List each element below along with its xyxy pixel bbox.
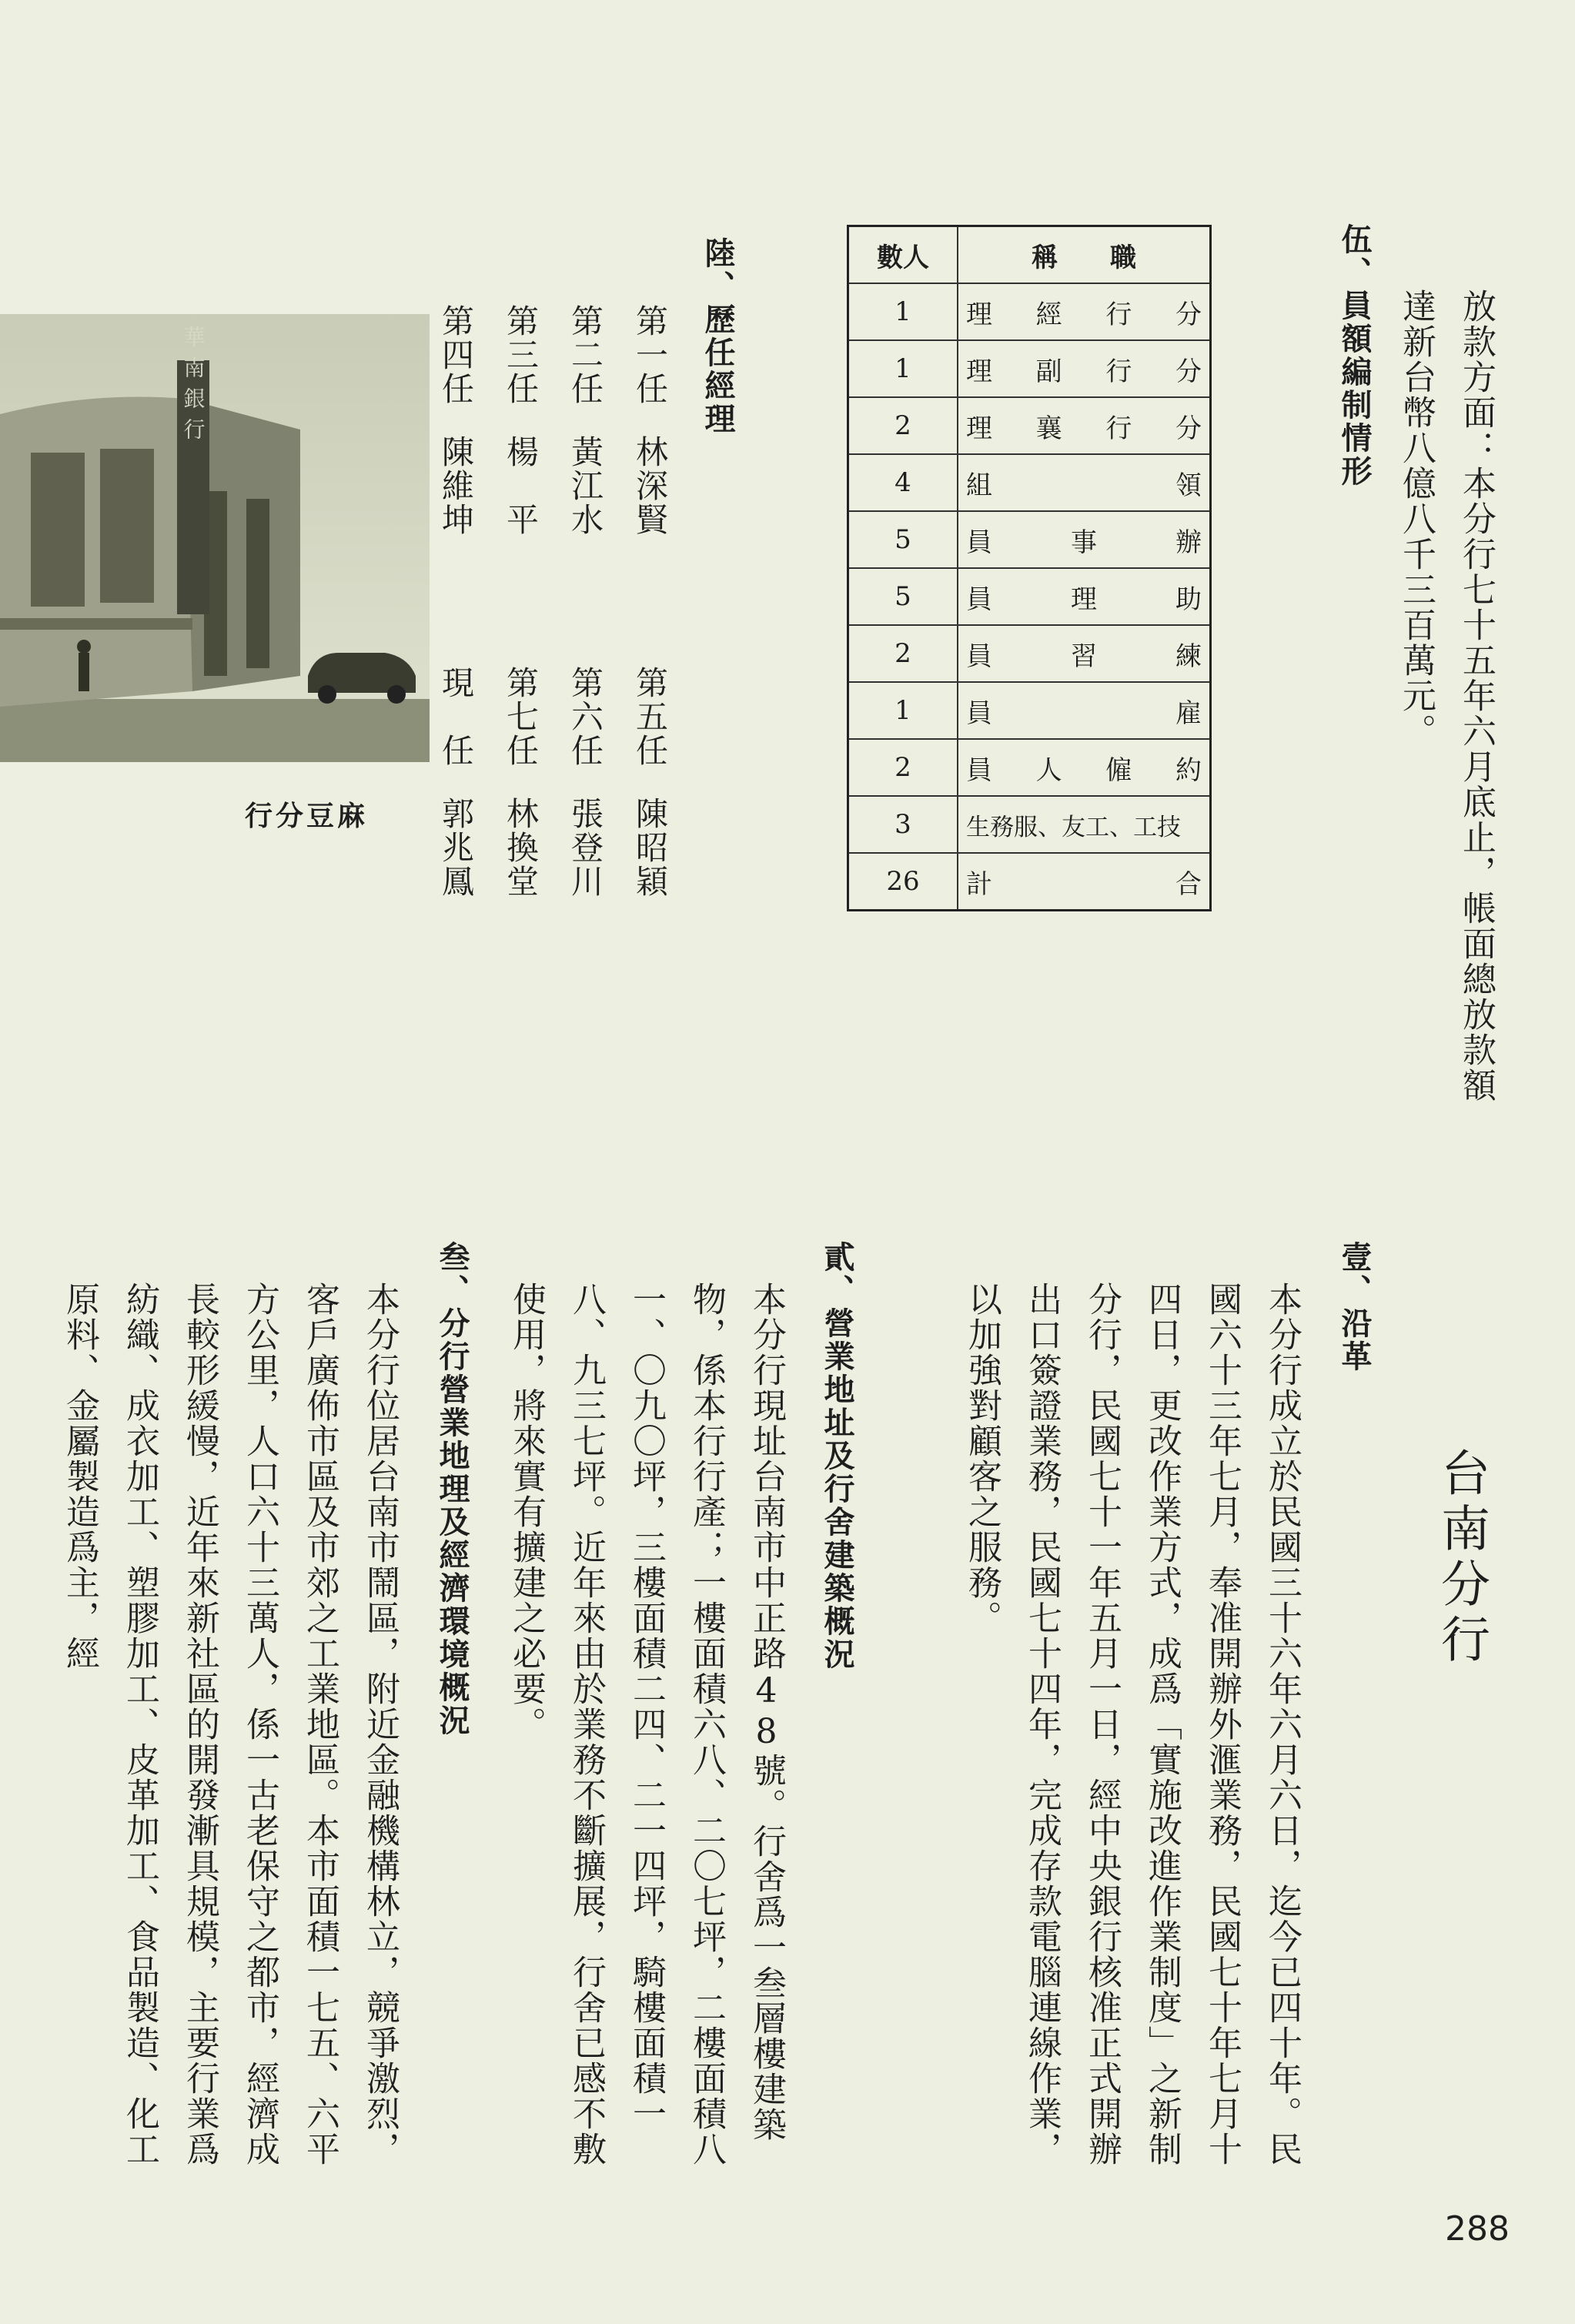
staff-count: 26 [848, 853, 958, 911]
staff-count: 1 [848, 283, 958, 340]
table-row [848, 853, 1211, 911]
staff-title-char: 約 [1175, 754, 1202, 786]
manager-name: 郭兆鳳 [437, 797, 475, 898]
staff-title [958, 853, 1211, 911]
staff-count: 2 [848, 739, 958, 796]
history-paragraph: 本分行成立於民國三十六年六月六日，迄今已四十年。民國六十三年七月，奉准開辦外滙業務，民國七十年七月十四日，更改作業方式，成爲「實施改進作業制度」之新制分行，民國七十一年五月一日，經中央銀行核准正式開辦出口簽證業務，民國七十四年，完成存款電腦連線作業，以加強對顧客之服務。 [962, 1282, 1302, 2167]
staff-title-char: 理 [966, 299, 992, 330]
staff-title-char: 組 [966, 470, 992, 501]
staff-title-char: 習 [1071, 640, 1097, 672]
header-title: 稱 職 [958, 226, 1211, 284]
manager-name: 陳昭穎 [631, 797, 669, 898]
manager-name: 楊 平 [502, 435, 540, 537]
staff-count: 2 [848, 625, 958, 682]
manager-column [562, 304, 608, 920]
history-heading: 壹、沿革 [1336, 1241, 1372, 1373]
staff-title-char: 經 [1035, 299, 1062, 330]
staff-title-char: 分 [1175, 299, 1202, 330]
manager-term: 第三任 [502, 304, 540, 406]
manager-name: 林換堂 [502, 797, 540, 898]
staff-title-char: 理 [966, 356, 992, 387]
staff-table [847, 225, 1212, 911]
table-header-row [848, 226, 1211, 284]
manager-term: 第一任 [631, 304, 669, 406]
manager-name: 陳維坤 [437, 435, 475, 537]
staff-title-char: 員 [966, 527, 992, 558]
staff-title-char: 合 [1175, 868, 1202, 900]
staff-title [958, 625, 1211, 682]
header-count: 數人 [848, 226, 958, 284]
photo-caption: 行分豆麻 [245, 801, 369, 832]
staff-title-char: 分 [1175, 413, 1202, 444]
table-row [848, 796, 1211, 853]
manager-term: 第四任 [437, 304, 475, 406]
table-row [848, 625, 1211, 682]
staff-title [958, 568, 1211, 625]
loan-paragraph: 放款方面：本分行七十五年六月底止，帳面總放款額達新台幣八億八千三百萬元。 [1396, 289, 1496, 1103]
staff-title-char: 員 [966, 640, 992, 672]
manager-name: 林深賢 [631, 435, 669, 537]
staff-title [958, 739, 1211, 796]
table-row [848, 397, 1211, 454]
staff-count: 2 [848, 397, 958, 454]
staff-title-char: 理 [1071, 584, 1097, 615]
staff-count: 4 [848, 454, 958, 511]
manager-term: 第二任 [567, 304, 604, 406]
staff-title-char: 副 [1035, 356, 1062, 387]
staff-title-char: 理 [966, 413, 992, 444]
economy-heading: 叁、分行營業地理及經濟環境概況 [434, 1241, 470, 1737]
staff-title-char: 行 [1105, 413, 1132, 444]
staff-title-char: 辦 [1175, 527, 1202, 558]
staff-title [958, 454, 1211, 511]
table-row [848, 568, 1211, 625]
staff-title-char: 生務服、友工、工技 [966, 813, 1181, 841]
table-row [848, 682, 1211, 739]
staff-title [958, 283, 1211, 340]
staff-title-char: 計 [966, 868, 992, 900]
manager-column [433, 304, 479, 920]
address-heading: 貳、營業地址及行舍建築概況 [819, 1241, 854, 1671]
staff-table-body [848, 283, 1211, 911]
table-row [848, 511, 1211, 568]
staff-title [958, 397, 1211, 454]
staff-title-char: 員 [966, 754, 992, 786]
staff-title-char: 雇 [1175, 697, 1202, 729]
branch-photo [0, 314, 430, 762]
section-title: 台南分行 [1433, 1447, 1490, 1669]
staff-title-char: 僱 [1105, 754, 1132, 786]
staff-title-char: 助 [1175, 584, 1202, 615]
staff-count: 1 [848, 682, 958, 739]
staff-title-char: 員 [966, 584, 992, 615]
manager-column [497, 304, 543, 920]
staff-title-char: 練 [1175, 640, 1202, 672]
staff-title-char: 分 [1175, 356, 1202, 387]
staff-title-char: 員 [966, 697, 992, 729]
table-row [848, 454, 1211, 511]
staff-title-char: 事 [1071, 527, 1097, 558]
staff-count: 5 [848, 511, 958, 568]
table-row [848, 340, 1211, 397]
staff-title-char: 行 [1105, 356, 1132, 387]
staff-count: 1 [848, 340, 958, 397]
staff-heading: 伍、員額編制情形 [1336, 223, 1372, 488]
manager-term: 第五任 [631, 666, 669, 767]
staff-title-char: 行 [1105, 299, 1132, 330]
economy-paragraph: 本分行位居台南市鬧區，附近金融機構林立，競爭激烈，客戶廣佈市區及市郊之工業地區。本市面積一七五、六平方公里，人口六十三萬人，係一古老保守之都市，經濟成長較形緩慢，近年來新社區的開發漸具規模，主要行業爲紡織、成衣加工、塑膠加工、皮革加工、食品製造、化工原料、金屬製造爲主，經 [60, 1282, 400, 2167]
staff-title-char: 領 [1175, 470, 1202, 501]
staff-title [958, 340, 1211, 397]
staff-title [958, 796, 1211, 853]
staff-count: 5 [848, 568, 958, 625]
manager-term: 現 任 [437, 666, 475, 767]
staff-title [958, 682, 1211, 739]
manager-term: 第七任 [502, 666, 540, 767]
managers-heading: 陸、歷任經理 [700, 237, 735, 436]
table-row [848, 739, 1211, 796]
staff-title [958, 511, 1211, 568]
page-number: 288 [1445, 2209, 1510, 2249]
manager-term: 第六任 [567, 666, 604, 767]
staff-count: 3 [848, 796, 958, 853]
address-paragraph: 本分行現址台南市中正路48號。行舍爲一叁層樓建築物，係本行行產；一樓面積六八、二〇七坪，二樓面積八一、〇九〇坪，三樓面積二四、二一四坪，騎樓面積一八、九三七坪。近年來由於業務不斷擴展，行舍已感不敷使用，將來實有擴建之必要。 [507, 1282, 786, 2167]
manager-column [627, 304, 673, 920]
photo-sign-text: 華南銀行 [180, 326, 206, 449]
table-row [848, 283, 1211, 340]
staff-title-char: 人 [1035, 754, 1062, 786]
manager-name: 張登川 [567, 797, 604, 898]
manager-name: 黃江水 [567, 435, 604, 537]
staff-title-char: 襄 [1035, 413, 1062, 444]
